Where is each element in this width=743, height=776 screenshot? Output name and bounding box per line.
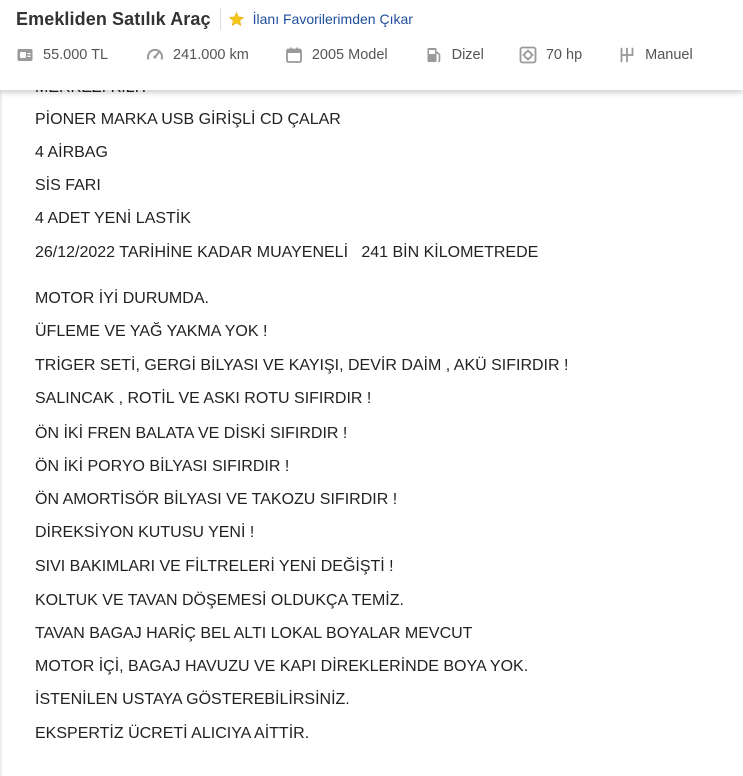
description-line: PİONER MARKA USB GİRİŞLİ CD ÇALAR [35, 111, 341, 128]
spec-transmission [618, 46, 693, 64]
description-line: TRİGER SETİ, GERGİ BİLYASI VE KAYIŞI, DEVİR DAİM , AKÜ SIFIRDIR ! [35, 357, 569, 374]
description-line: SIVI BAKIMLARI VE FİLTRELERİ YENİ DEĞİŞTİ ! [35, 558, 394, 575]
spec-mileage [146, 46, 249, 64]
description-line: SALINCAK , ROTİL VE ASKI ROTU SIFIRDIR ! [35, 390, 372, 407]
description-line: ÜFLEME VE YAĞ YAKMA YOK ! [35, 323, 268, 340]
description-line: 4 AİRBAG [35, 144, 108, 161]
spec-summary-row [16, 44, 693, 66]
remove-favorite-label: İlanı Favorilerimden Çıkar [252, 11, 413, 27]
engine-icon [519, 46, 537, 64]
spec-fuel-value: Dizel [451, 47, 484, 63]
description-line: DİREKSİYON KUTUSU YENİ ! [35, 524, 255, 541]
description-line: MOTOR İÇİ, BAGAJ HAVUZU VE KAPI DİREKLERİNDE BOYA YOK. [35, 658, 529, 675]
star-icon [228, 11, 245, 28]
description-line: 26/12/2022 TARİHİNE KADAR MUAYENELİ 241 BİN KİLOMETREDE [35, 244, 539, 261]
gear-shift-icon [618, 46, 636, 64]
description-line: 4 ADET YENİ LASTİK [35, 210, 191, 227]
spec-model-year [285, 46, 388, 64]
spec-fuel [425, 46, 484, 64]
title-row [16, 6, 413, 32]
spec-power-value: 70 hp [545, 47, 583, 63]
title-divider [220, 8, 221, 30]
remove-favorite-button[interactable] [228, 11, 413, 28]
description-line: SİS FARI [35, 177, 101, 194]
description-line: TAVAN BAGAJ HARİÇ BEL ALTI LOKAL BOYALAR MEVCUT [35, 625, 473, 642]
description-line: KOLTUK VE TAVAN DÖŞEMESİ OLDUKÇA TEMİZ. [35, 592, 404, 609]
speedometer-icon [146, 46, 164, 64]
description-line: ÖN İKİ FREN BALATA VE DİSKİ SIFIRDIR ! [35, 425, 348, 442]
spec-price-value: 55.000 TL [43, 47, 109, 63]
listing-title: Emekliden Satılık Araç [16, 8, 211, 29]
description-line: İSTENİLEN USTAYA GÖSTEREBİLİRSİNİZ. [35, 691, 350, 708]
description-line: MOTOR İYİ DURUMDA. [35, 290, 209, 307]
price-tag-icon [16, 46, 34, 64]
spec-mileage-value: 241.000 km [173, 47, 249, 63]
description-line: EKSPERTİZ ÜCRETİ ALICIYA AİTTİR. [35, 725, 310, 742]
description-line: ÖN İKİ PORYO BİLYASI SIFIRDIR ! [35, 458, 290, 475]
spec-transmission-value: Manuel [645, 47, 693, 63]
calendar-icon [285, 46, 303, 64]
sticky-listing-header [0, 0, 743, 90]
spec-price [16, 46, 108, 64]
spec-power [519, 46, 582, 64]
fuel-pump-icon [425, 46, 443, 64]
spec-model-year-value: 2005 Model [311, 47, 388, 63]
description-line: ÖN AMORTİSÖR BİLYASI VE TAKOZU SIFIRDIR ! [35, 491, 398, 508]
